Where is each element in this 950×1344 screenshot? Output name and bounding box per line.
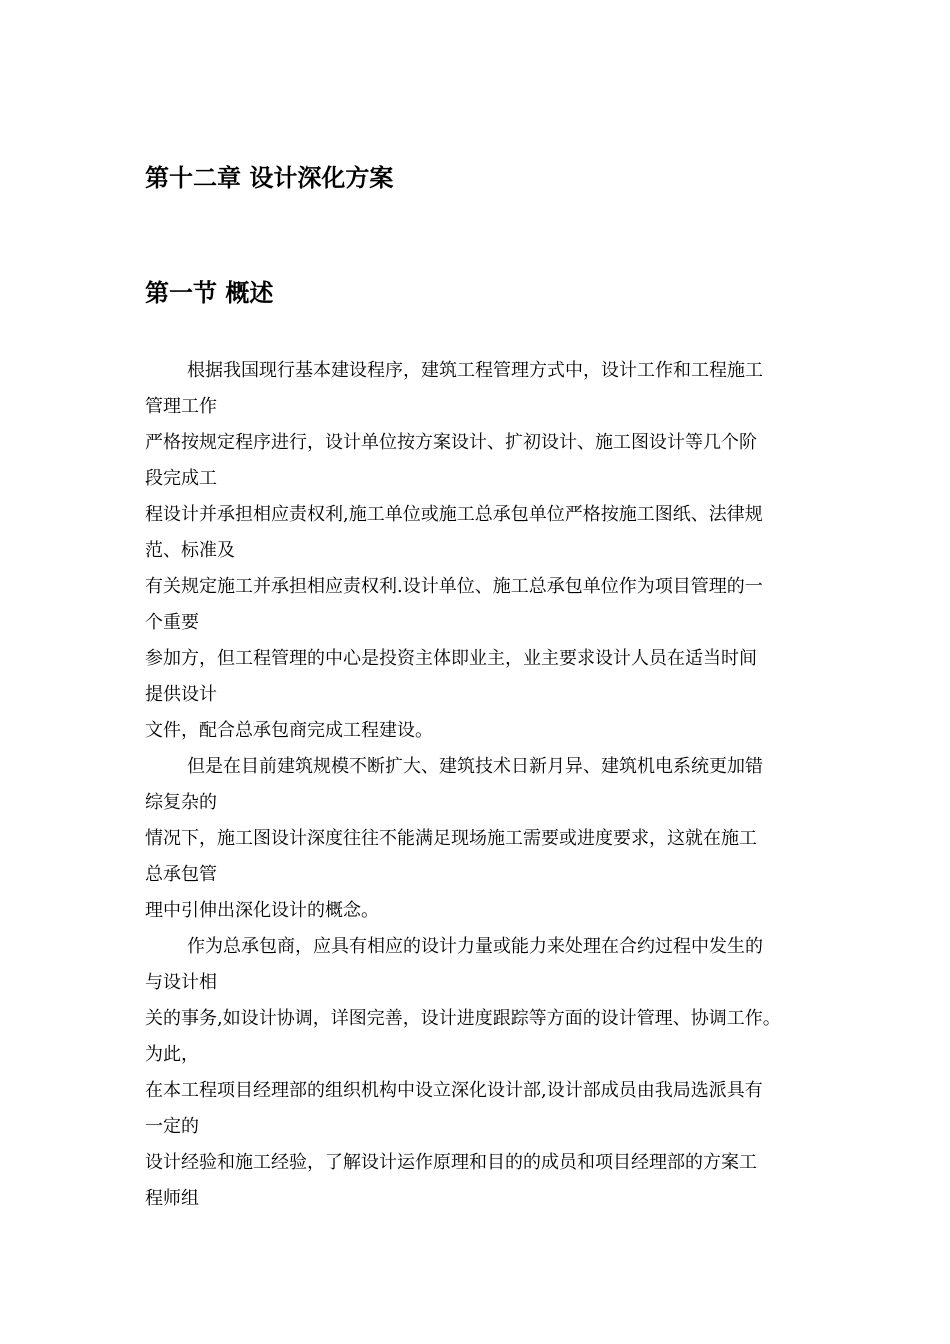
paragraph-line: 根据我国现行基本建设程序，建筑工程管理方式中，设计工作和工程施工 — [187, 360, 763, 381]
paragraph-line: 综复杂的 — [145, 792, 217, 813]
paragraph-line: 理中引伸出深化设计的概念。 — [145, 900, 379, 921]
paragraph-line: 文件，配合总承包商完成工程建设。 — [145, 720, 433, 741]
chapter-title: 第十二章 设计深化方案 — [145, 164, 394, 192]
paragraph-line: 程设计并承担相应责权利,施工单位或施工总承包单位严格按施工图纸、法律规 — [145, 504, 763, 525]
paragraph-line: 个重要 — [145, 612, 199, 633]
paragraph-line: 情况下，施工图设计深度往往不能满足现场施工需要或进度要求，这就在施工 — [145, 828, 757, 849]
paragraph-line: 管理工作 — [145, 396, 217, 417]
paragraph-line: 有关规定施工并承担相应责权利.设计单位、施工总承包单位作为项目管理的一 — [145, 576, 763, 597]
paragraph-line: 段完成工 — [145, 468, 217, 489]
paragraph-line: 总承包管 — [145, 864, 217, 885]
paragraph-line: 在本工程项目经理部的组织机构中设立深化设计部,设计部成员由我局选派具有 — [145, 1080, 763, 1101]
paragraph-line: 但是在目前建筑规模不断扩大、建筑技术日新月异、建筑机电系统更加错 — [187, 756, 763, 777]
paragraph-line: 关的事务,如设计协调，详图完善，设计进度跟踪等方面的设计管理、协调工作。 — [145, 1008, 781, 1029]
paragraph-line: 一定的 — [145, 1116, 199, 1137]
paragraph-line: 范、标准及 — [145, 540, 235, 561]
paragraph-line: 设计经验和施工经验，了解设计运作原理和目的的成员和项目经理部的方案工 — [145, 1152, 757, 1173]
paragraph-line: 为此， — [145, 1044, 199, 1065]
paragraph-line: 严格按规定程序进行，设计单位按方案设计、扩初设计、施工图设计等几个阶 — [145, 432, 757, 453]
paragraph-line: 参加方，但工程管理的中心是投资主体即业主，业主要求设计人员在适当时间 — [145, 648, 757, 669]
section-title: 第一节 概述 — [145, 279, 274, 307]
paragraph-line: 与设计相 — [145, 972, 217, 993]
paragraph-line: 提供设计 — [145, 684, 217, 705]
paragraph-line: 程师组 — [145, 1188, 199, 1209]
paragraph-line: 作为总承包商，应具有相应的设计力量或能力来处理在合约过程中发生的 — [187, 936, 763, 957]
